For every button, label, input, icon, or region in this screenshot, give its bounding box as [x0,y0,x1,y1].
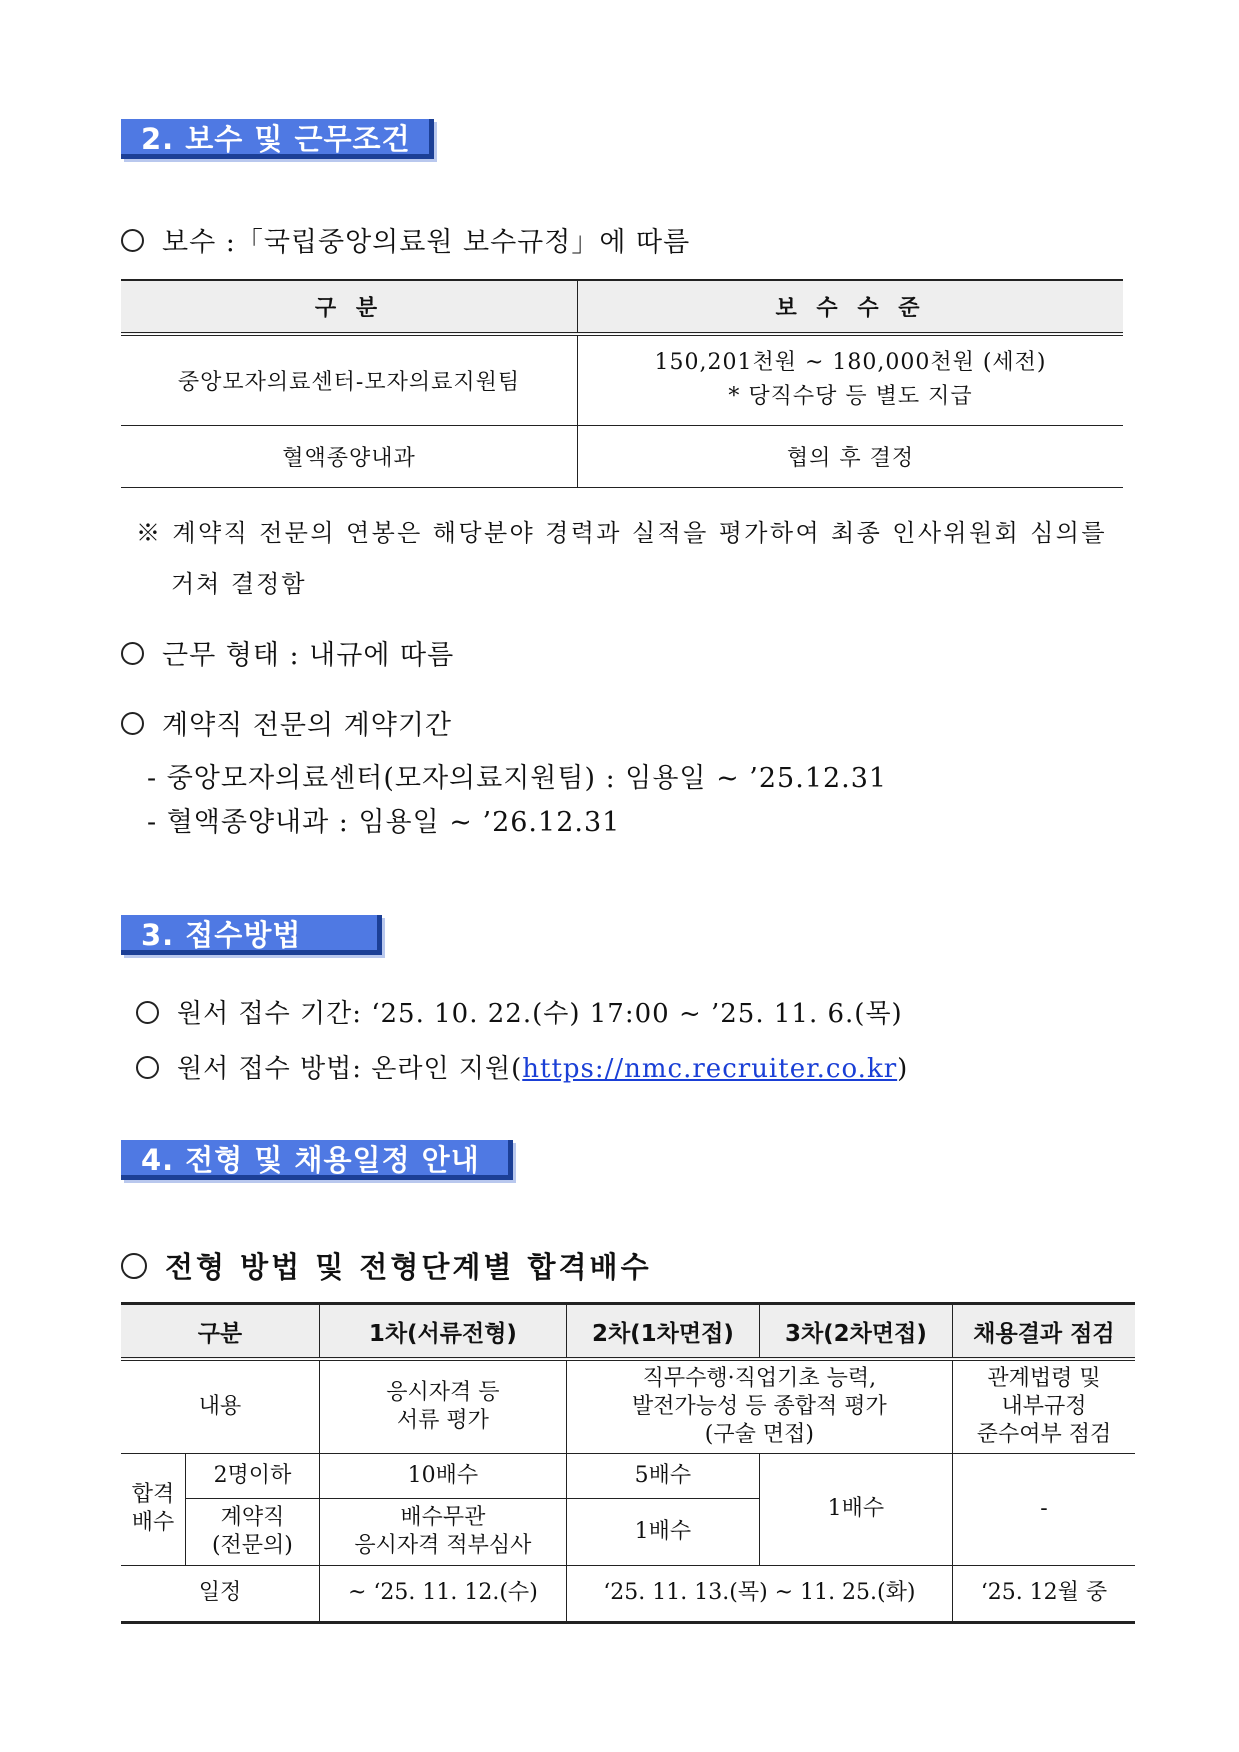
header-division: 구분 [121,1304,319,1360]
selection-subheading: 전형 방법 및 전형단계별 합격배수 [121,1245,652,1286]
table-row [121,334,1123,425]
circle-bullet-icon [121,642,144,665]
pass-row-2-label: 계약직 (전문의) [186,1498,320,1565]
application-period-line: 원서 접수 기간: ‘25. 10. 22.(수) 17:00 ~ ’25. 11. 6.(목) [136,993,903,1030]
header-result-check: 채용결과 점검 [952,1304,1135,1360]
pay-range: 150,201천원 ~ 180,000천원 (세전) [654,350,1047,376]
selection-table [121,1302,1135,1624]
schedule-label: 일정 [121,1565,319,1622]
pay-table-header-level: 보 수 수 준 [578,280,1124,334]
division-cell: 혈액종양내과 [121,425,578,487]
pay-note: * 당직수당 등 별도 지급 [728,384,973,410]
pass-row-2-stage-1: 배수무관 응시자격 적부심사 [319,1498,566,1565]
schedule-stage-2-3: ‘25. 11. 13.(목) ~ 11. 25.(화) [566,1565,952,1622]
pay-table-header-division: 구 분 [121,280,578,334]
work-type-line: 근무 형태 : 내규에 따름 [121,633,454,672]
division-cell: 중앙모자의료센터-모자의료지원팀 [121,334,578,425]
schedule-stage-1: ~ ‘25. 11. 12.(수) [319,1565,566,1622]
content-stage-1: 응시자격 등 서류 평가 [319,1359,566,1453]
table-row [121,1359,1135,1453]
table-row [121,1565,1135,1622]
content-check: 관계법령 및 내부규정 준수여부 점검 [952,1359,1135,1453]
contract-item: - 중앙모자의료센터(모자의료지원팀) : 임용일 ~ ’25.12.31 [147,763,888,794]
schedule-check: ‘25. 12월 중 [952,1565,1135,1622]
pass-label: 합격 배수 [121,1453,186,1565]
header-stage-2: 2차(1차면접) [566,1304,759,1360]
pay-cell: 협의 후 결정 [578,425,1124,487]
application-method-line: 원서 접수 방법: 온라인 지원(https://nmc.recruiter.co.kr) [136,1048,908,1085]
pass-row-1-stage-1: 10배수 [319,1453,566,1498]
contract-item: - 혈액종양내과 : 임용일 ~ ’26.12.31 [147,807,621,838]
table-row [121,1453,1135,1498]
section-4-heading: 4. 전형 및 채용일정 안내 [121,1140,513,1180]
remark-line-1: ※ 계약직 전문의 연봉은 해당분야 경력과 실적을 평가하여 최종 인사위원회 심의를 [136,519,1107,547]
pay-line: 보수 :「국립중앙의료원 보수규정」에 따름 [121,220,690,259]
recruiter-link[interactable]: https://nmc.recruiter.co.kr [522,1054,898,1084]
section-3-heading: 3. 접수방법 [121,915,382,955]
table-row [121,425,1123,487]
circle-bullet-icon [136,1056,159,1079]
remark-line-2: 거쳐 결정함 [171,570,307,598]
circle-bullet-icon [121,712,144,735]
content-stage-2-3: 직무수행·직업기초 능력, 발전가능성 등 종합적 평가 (구술 면접) [566,1359,952,1453]
pass-stage-3: 1배수 [759,1453,952,1565]
contract-title-line: 계약직 전문의 계약기간 [121,703,452,742]
header-stage-1: 1차(서류전형) [319,1304,566,1360]
content-label: 내용 [121,1359,319,1453]
pay-table [121,279,1123,488]
circle-bullet-icon [121,1253,147,1279]
circle-bullet-icon [136,1001,159,1024]
pass-check: - [952,1453,1135,1565]
header-stage-3: 3차(2차면접) [759,1304,952,1360]
circle-bullet-icon [121,229,144,252]
pass-row-2-stage-2: 1배수 [566,1498,759,1565]
pass-row-1-label: 2명이하 [186,1453,320,1498]
section-2-heading: 2. 보수 및 근무조건 [121,119,434,159]
pass-row-1-stage-2: 5배수 [566,1453,759,1498]
pay-cell [578,334,1124,425]
